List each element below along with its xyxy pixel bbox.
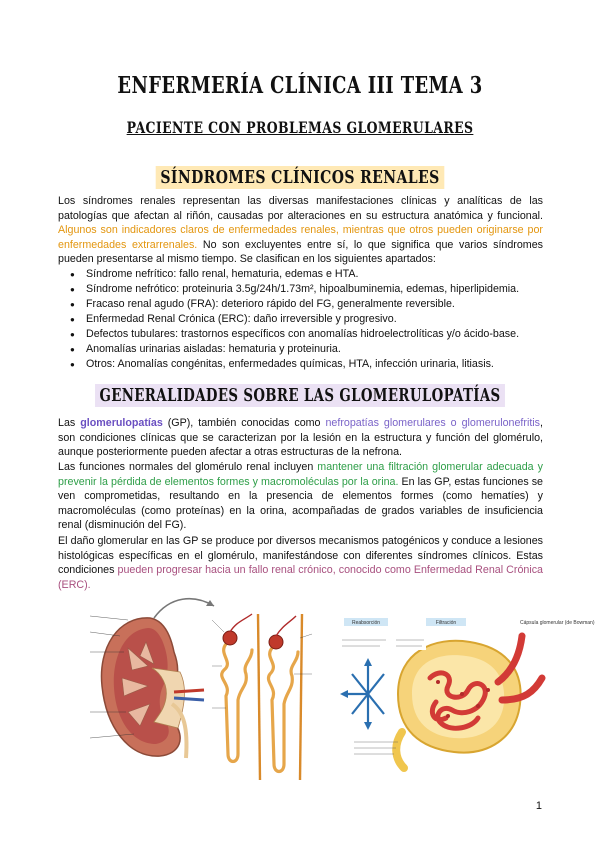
highlight-green-text: mantener una filtración glomerular adecuada y prevenir la pérdida de elementos formes y macromoléculas por la orina.	[58, 461, 543, 488]
highlight-orange-text: Algunos son indicadores claros de enfermedades renales, mientras que otros pueden originarse por enfermedades extrarrenales.	[58, 224, 543, 251]
paragraph-funciones-glomerulo	[58, 460, 543, 533]
text-run: Las	[58, 417, 81, 429]
highlight-pink-text: pueden progresar hacia un fallo renal crónico, conocido como Enfermedad Renal Crónica (ERC).	[58, 564, 543, 591]
text-run: (GP), también conocidas como	[162, 417, 326, 429]
section-heading-text: SÍNDROMES CLÍNICOS RENALES	[156, 166, 445, 189]
document-subtitle: PACIENTE CON PROBLEMAS GLOMERULARES	[126, 118, 474, 137]
glomerular-filtration-diagram	[338, 612, 595, 772]
list-item: ● Síndrome nefrítico: fallo renal, hematuria, edemas e HTA.	[58, 267, 548, 282]
keyword-glomerulopatias: glomerulopatías	[80, 417, 163, 429]
text-run: Los síndromes renales representan las diversas manifestaciones clínicas y analíticas de las patologías que afectan al riñón, causadas por alteraciones en su estructura anatómica y funcional.	[58, 195, 543, 222]
label-filtracion: Filtración	[435, 620, 457, 626]
paragraph-glomerulopatias-def	[58, 416, 543, 460]
text-run: Las funciones normales del glomérulo renal incluyen	[58, 461, 318, 473]
sindromes-bullet-list	[58, 267, 548, 372]
text-run: En las GP, estas funciones se ven comprometidas, resultando en la presencia de elementos formes (como hematíes) y macromoléculas (como proteínas) en la orina, acompañadas de grados variables de insuficiencia renal (disminución del FG).	[58, 475, 543, 531]
list-item: ● Anomalías urinarias aisladas: hematuria y proteinuria.	[58, 342, 548, 357]
page-number: 1	[535, 800, 542, 812]
paragraph-dano-glomerular	[58, 534, 543, 592]
nephron-illustration	[212, 604, 312, 782]
text-run: No son excluyentes entre sí, lo que significa que varios síndromes pueden presentarse al mismo tiempo. Se clasifican en los siguientes apartados:	[58, 238, 543, 265]
document-title: ENFERMERÍA CLÍNICA III TEMA 3	[117, 72, 483, 99]
arrow-icon	[150, 592, 220, 622]
list-item: ● Otros: Anomalías congénitas, enfermedades químicas, HTA, infección urinaria, litiasis.	[58, 357, 548, 372]
label-capsula: Cápsula glomerular (de Bowman)	[520, 620, 595, 626]
paragraph-sindromes-intro	[58, 194, 543, 267]
label-reabsorcion: Reabsorción	[351, 620, 381, 626]
list-item: ● Enfermedad Renal Crónica (ERC): daño irreversible y progresivo.	[58, 312, 548, 327]
list-item: ● Defectos tubulares: trastornos específicos con anomalías hidroelectrolíticas y/o ácido-base.	[58, 327, 548, 342]
section-heading-glomerulopatias	[0, 384, 600, 407]
text-run: , son condiciones clínicas que se caracterizan por la lesión en la estructura y función del glomérulo, aunque posteriormente pueden afectar a otras estructuras de la nefrona.	[58, 417, 543, 458]
kidney-section-illustration	[88, 608, 206, 766]
list-item: ● Síndrome nefrótico: proteinuria 3.5g/24h/1.73m², hipoalbuminemia, edemas, hiperlipidemia.	[58, 282, 548, 297]
highlight-purple-text: nefropatías glomerulares o glomerulonefritis	[325, 417, 541, 429]
list-item: ● Fracaso renal agudo (FRA): deterioro rápido del FG, generalmente reversible.	[58, 297, 548, 312]
text-run: El daño glomerular en las GP se produce por diversos mecanismos patogénicos y conduce a lesiones histológicas específicas en el glomérulo, manifestándose con diferentes síndromes clínicos. Estas condiciones	[58, 535, 543, 576]
section-heading-sindromes	[0, 166, 600, 189]
section-heading-text: GENERALIDADES SOBRE LAS GLOMERULOPATÍAS	[95, 384, 505, 407]
